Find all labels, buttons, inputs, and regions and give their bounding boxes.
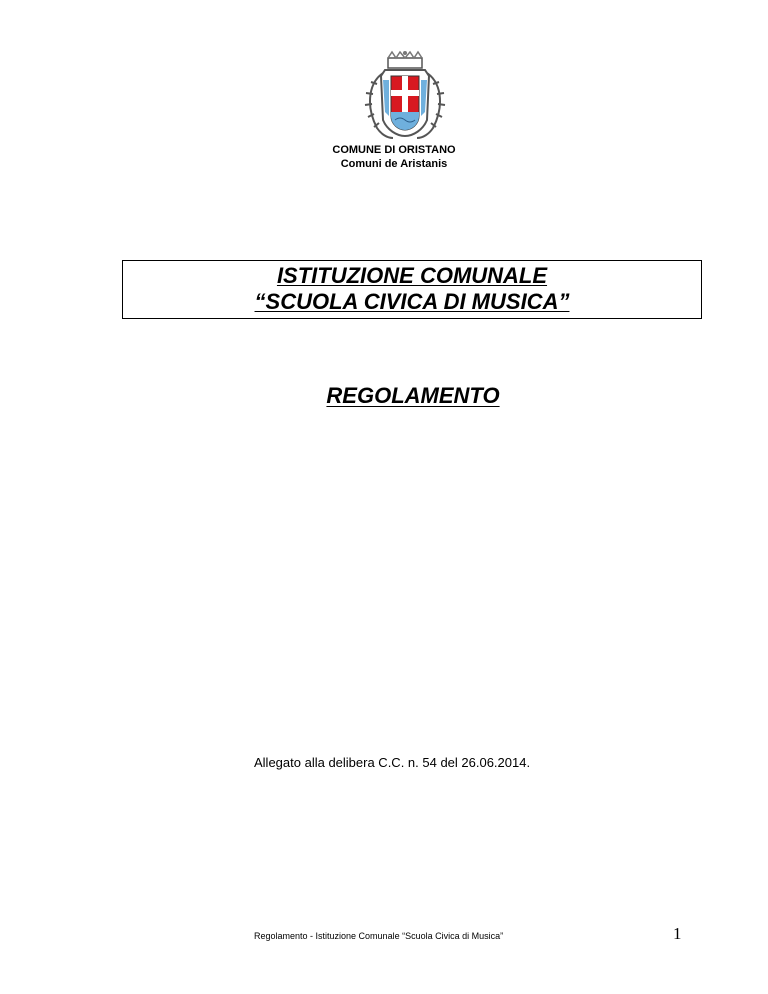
page-number: 1 <box>673 924 682 943</box>
title-box <box>122 260 702 319</box>
footer-text: Regolamento - Istituzione Comunale “Scuola Civica di Musica” <box>254 931 504 941</box>
attachment-note: Allegato alla delibera C.C. n. 54 del 26.06.2014. <box>254 755 531 770</box>
coat-of-arms-icon <box>355 50 455 142</box>
comune-name-sardinian: Comuni de Aristanis <box>340 158 448 170</box>
comune-name: COMUNE DI ORISTANO <box>332 144 456 156</box>
title-line-1: ISTITUZIONE COMUNALE <box>276 263 548 288</box>
document-heading: REGOLAMENTO <box>326 383 500 408</box>
title-line-2: “SCUOLA CIVICA DI MUSICA” <box>254 289 570 314</box>
